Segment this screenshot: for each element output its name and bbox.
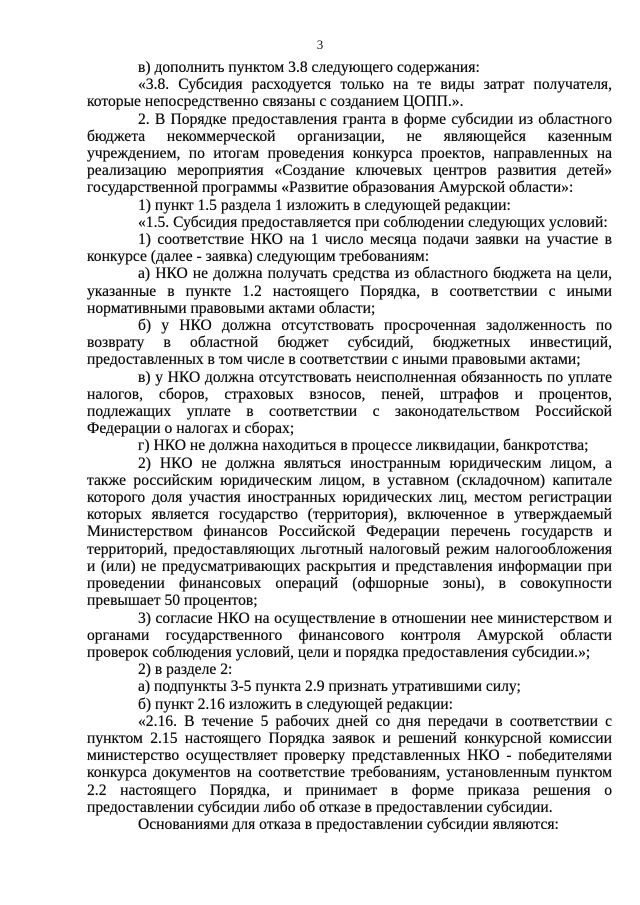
paragraph: 3) согласие НКО на осуществление в отношении нее министерством и органами государственного финансового контроля Амурской области проверок соблюдения условий, цели и порядка предоставления субсидии.»; xyxy=(87,609,612,661)
page-number: 3 xyxy=(316,37,324,52)
paragraph: 2) в разделе 2: xyxy=(138,661,233,679)
paragraph: «1.5. Субсидия предоставляется при соблюдении следующих условий: xyxy=(138,213,608,231)
paragraph: б) у НКО должна отсутствовать просроченная задолженность по возврату в областной бюджет субсидий, бюджетных инвестиций, предоставленных в том числе в соответствии с иными правовыми актами; xyxy=(87,317,612,369)
document-body xyxy=(87,59,612,833)
paragraph: в) у НКО должна отсутствовать неисполненная обязанность по уплате налогов, сборов, страховых взносов, пеней, штрафов и процентов, подлежащих уплате в соответствии с законодательством Российской Федерации о налогах и сборах; xyxy=(87,368,612,438)
paragraph: 1) пункт 1.5 раздела 1 изложить в следующей редакции: xyxy=(138,196,511,214)
paragraph: 1) соответствие НКО на 1 число месяца подачи заявки на участие в конкурсе (далее - заявка) следующим требованиям: xyxy=(87,231,612,266)
paragraph: а) подпункты 3-5 пункта 2.9 признать утратившими силу; xyxy=(138,678,521,696)
paragraph: б) пункт 2.16 изложить в следующей редакции: xyxy=(138,695,453,713)
paragraph: в) дополнить пунктом 3.8 следующего содержания: xyxy=(138,59,480,76)
paragraph: «2.16. В течение 5 рабочих дней со дня передачи в соответствии с пунктом 2.15 настоящего Порядка заявок и решений конкурсной комиссии министерство осуществляет проверку представленных НКО - победителями конкурса документов на соответствие требованиям, установленным пунктом 2.2 настоящего Порядка, и принимает в форме приказа решения о предоставлении субсидии либо об отказе в предоставлении субсидии. xyxy=(87,712,612,816)
paragraph: «3.8. Субсидия расходуется только на те виды затрат получателя, которые непосредственно связаны с созданием ЦОПП.». xyxy=(87,76,612,111)
paragraph: г) НКО не должна находиться в процессе ликвидации, банкротства; xyxy=(138,437,589,455)
paragraph: 2) НКО не должна являться иностранным юридическим лицом, а также российским юридическим лицом, в уставном (складочном) капитале которого доля участия иностранных юридических лиц, местом регистрации которых является государство (территория), включенное в утверждаемый Министерством финансов Российской Федерации перечень государств и территорий, предоставляющих льготный налоговый режим налогообложения и (или) не предусматривающих раскрытия и представления информации при проведении финансовых операций (офшорные зоны), в совокупности превышает 50 процентов; xyxy=(87,454,612,610)
paragraph: 2. В Порядке предоставления гранта в форме субсидии из областного бюджета некоммерческой организации, не являющейся казенным учреждением, по итогам проведения конкурса проектов, направленных на реализацию мероприятия «Создание ключевых центров развития детей» государственной программы «Развитие образования Амурской области»: xyxy=(87,110,612,197)
paragraph: а) НКО не должна получать средства из областного бюджета на цели, указанные в пункте 1.2 настоящего Порядка, в соответствии с иными нормативными правовыми актами области; xyxy=(87,265,612,317)
paragraph: Основаниями для отказа в предоставлении субсидии являются: xyxy=(138,815,559,833)
